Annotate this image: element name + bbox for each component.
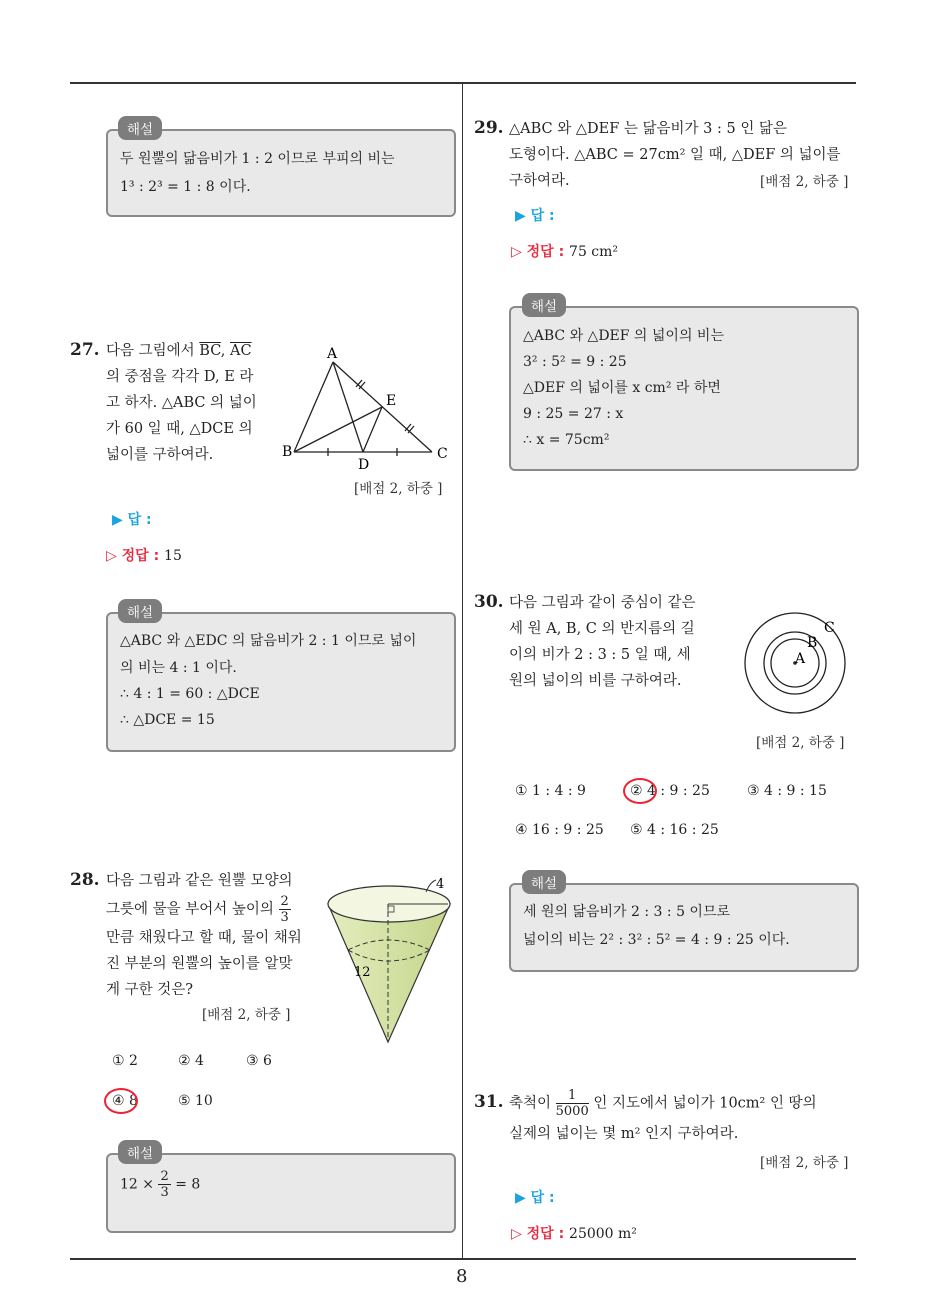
- q27-line: 넓이를 구하여라.: [106, 447, 214, 463]
- q30-answer-mark: [623, 778, 657, 804]
- column-divider: [462, 84, 463, 1258]
- q30-label-c: C: [824, 620, 835, 636]
- q30-line: 이의 비가 2 : 3 : 5 일 때, 세: [509, 647, 691, 663]
- q29-line: 도형이다. △ABC = 27cm² 일 때, △DEF 의 넓이를: [509, 147, 841, 163]
- q29-line: △ABC 와 △DEF 는 닮음비가 3 : 5 인 닮은: [509, 121, 787, 137]
- q28-line: 만큼 채웠다고 할 때, 물이 채워: [106, 930, 302, 946]
- explain-tag: 해설: [118, 1140, 162, 1164]
- explain-line: 9 : 25 = 27 : x: [523, 406, 624, 422]
- q30-line: 다음 그림과 같이 중심이 같은: [509, 595, 696, 611]
- q27-triangle-figure: [280, 342, 460, 472]
- q28-choice-4[interactable]: ④ 8: [112, 1093, 138, 1109]
- q30-choice-1[interactable]: ① 1 : 4 : 9: [515, 783, 586, 799]
- q28-meta: [배점 2, 하중 ]: [202, 1007, 291, 1023]
- q30-choice-4[interactable]: ④ 16 : 9 : 25: [515, 822, 604, 838]
- q30-meta: [배점 2, 하중 ]: [756, 735, 845, 751]
- q30-line: 세 원 A, B, C 의 반지름의 길: [509, 621, 695, 637]
- q31-line: 축척이 $\frac{1}{5000}$ 인 지도에서 넓이가 10cm² 인 땅의: [509, 1088, 817, 1119]
- page-number: 8: [456, 1266, 468, 1287]
- q27-correct-answer: ▷ 정답 : 15: [106, 548, 182, 564]
- q30-choice-5[interactable]: ⑤ 4 : 16 : 25: [630, 822, 719, 838]
- q30-label-a: A: [795, 651, 806, 667]
- q27-label-a: A: [327, 346, 338, 362]
- explain-line: 3² : 5² = 9 : 25: [523, 354, 627, 370]
- explain-line: ∴ x = 75cm²: [523, 432, 610, 448]
- q30-line: 원의 넓이의 비를 구하여라.: [509, 673, 682, 689]
- explain-line: 의 비는 4 : 1 이다.: [120, 660, 237, 676]
- explain-line: △ABC 와 △DEF 의 넓이의 비는: [523, 328, 724, 344]
- q27-line: 다음 그림에서 $\overline{BC}$, $\overline{AC}$: [106, 343, 252, 359]
- explain-line: 1³ : 2³ = 1 : 8 이다.: [120, 179, 251, 195]
- q31-meta: [배점 2, 하중 ]: [760, 1155, 849, 1171]
- q30-explain-box: [509, 883, 859, 972]
- q28-explain-box: [106, 1153, 456, 1233]
- q27-number: 27.: [70, 340, 100, 360]
- q28-answer-mark: [104, 1088, 138, 1114]
- q30-circles-figure: [720, 595, 860, 735]
- q29-line: 구하여라.: [509, 173, 570, 189]
- q27-answer-label[interactable]: ▶ 답 :: [112, 512, 152, 528]
- explain-line: 넓이의 비는 2² : 3² : 5² = 4 : 9 : 25 이다.: [523, 932, 790, 948]
- q29-meta: [배점 2, 하중 ]: [760, 174, 849, 190]
- q31-text: [509, 1088, 817, 1149]
- explain-tag: 해설: [522, 870, 566, 894]
- q28-choice-2[interactable]: ② 4: [178, 1053, 204, 1069]
- bottom-rule: [70, 1258, 856, 1260]
- q27-line: 의 중점을 각각 D, E 라: [106, 369, 254, 385]
- explain-tag: 해설: [118, 599, 162, 623]
- q27-label-b: B: [282, 444, 293, 460]
- q29-explain-box: [509, 306, 859, 471]
- q27-line: 가 60 일 때, △DCE 의: [106, 421, 253, 437]
- explain-line: 두 원뿔의 닮음비가 1 : 2 이므로 부피의 비는: [120, 151, 395, 167]
- q29-answer-label[interactable]: ▶ 답 :: [515, 208, 555, 224]
- explain-line: ∴ △DCE = 15: [120, 712, 215, 728]
- q28-line: 그릇에 물을 부어서 높이의 $\frac{2}{3}$: [106, 894, 289, 925]
- q27-line: 고 하자. △ABC 의 넓이: [106, 395, 257, 411]
- q28-fraction: $\frac{2}{3}$: [280, 894, 289, 925]
- q28-choice-1[interactable]: ① 2: [112, 1053, 138, 1069]
- q31-line: 실제의 넓이는 몇 m² 인지 구하여라.: [509, 1126, 739, 1142]
- q31-answer-label[interactable]: ▶ 답 :: [515, 1190, 555, 1206]
- q30-label-b: B: [807, 635, 818, 651]
- q30-number: 30.: [474, 592, 504, 612]
- q29-correct-answer: ▷ 정답 : 75 cm²: [511, 244, 619, 260]
- explain-line: 12 × $\frac{2}{3}$ = 8: [120, 1169, 201, 1200]
- q29-number: 29.: [474, 118, 504, 138]
- q27-label-e: E: [386, 393, 397, 409]
- q27-text: [106, 338, 257, 468]
- q28-line: 다음 그림과 같은 원뿔 모양의: [106, 873, 293, 889]
- explain-line: △DEF 의 넓이를 x cm² 라 하면: [523, 380, 721, 396]
- q31-correct-answer: ▷ 정답 : 25000 m²: [511, 1226, 637, 1242]
- explain-line: 세 원의 닮음비가 2 : 3 : 5 이므로: [523, 904, 730, 920]
- explain-line: △ABC 와 △EDC 의 닮음비가 2 : 1 이므로 넓이: [120, 633, 417, 649]
- q28-choice-3[interactable]: ③ 6: [246, 1053, 272, 1069]
- q28-text: [106, 868, 302, 1003]
- q30-text: [509, 590, 696, 694]
- q27-label-c: C: [437, 446, 448, 462]
- q28-label-height: 12: [354, 965, 371, 980]
- q30-choice-3[interactable]: ③ 4 : 9 : 15: [747, 783, 827, 799]
- q28-line: 진 부분의 원뿔의 높이를 알맞: [106, 956, 293, 972]
- q28-line: 게 구한 것은?: [106, 982, 194, 998]
- top-rule: [70, 82, 856, 84]
- q28-cone-figure: [320, 872, 460, 1052]
- q27-explain-box: [106, 612, 456, 752]
- q28-label-radius: 4: [436, 877, 445, 892]
- q28-choice-5[interactable]: ⑤ 10: [178, 1093, 213, 1109]
- q31-fraction: $\frac{1}{5000}$: [555, 1088, 589, 1119]
- explain-line: ∴ 4 : 1 = 60 : △DCE: [120, 686, 260, 702]
- explain-tag: 해설: [118, 116, 162, 140]
- q27-label-d: D: [358, 457, 370, 472]
- q28-number: 28.: [70, 870, 100, 890]
- explain-box-prev: [106, 129, 456, 217]
- q30-choice-2[interactable]: ② 4 : 9 : 25: [630, 783, 710, 799]
- q27-meta: [배점 2, 하중 ]: [354, 481, 443, 497]
- q31-number: 31.: [474, 1092, 504, 1112]
- explain-tag: 해설: [522, 293, 566, 317]
